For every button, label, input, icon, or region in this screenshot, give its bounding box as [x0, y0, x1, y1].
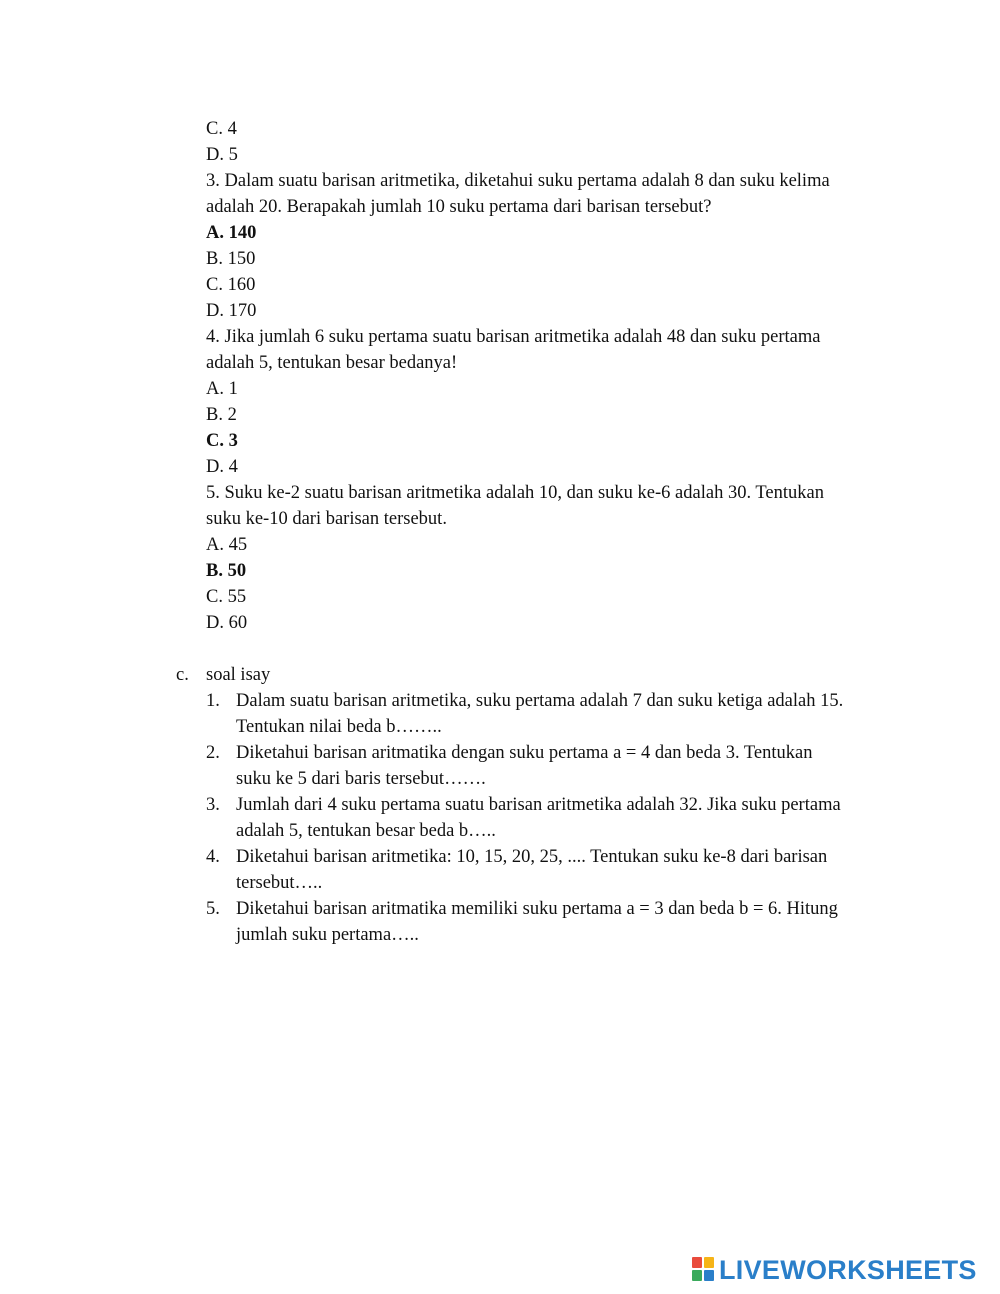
option-d: D. 5 [206, 145, 238, 165]
essay-item-text: Diketahui barisan aritmatika dengan suku pertama a = 4 dan beda 3. Tentukan [236, 743, 813, 763]
option-c: C. 4 [206, 119, 237, 139]
essay-item-text-cont: tersebut….. [236, 873, 323, 893]
logo-text: LIVEWORKSHEETS [719, 1255, 977, 1285]
question-4-option-b: B. 2 [206, 405, 237, 425]
question-5-option-b-answer: B. 50 [206, 561, 247, 581]
essay-item-number: 5. [206, 899, 220, 919]
question-4-text-cont: adalah 5, tentukan besar bedanya! [206, 353, 458, 373]
essay-item-number: 2. [206, 743, 220, 763]
liveworksheets-mark-icon [692, 1257, 716, 1283]
section-title: soal isay [206, 665, 271, 685]
logo-square [704, 1270, 714, 1281]
question-3-option-a-answer: A. 140 [206, 223, 257, 243]
essay-item-text: Diketahui barisan aritmetika: 10, 15, 20, 25, .... Tentukan suku ke-8 dari barisan [236, 847, 828, 867]
question-4-text: 4. Jika jumlah 6 suku pertama suatu barisan aritmetika adalah 48 dan suku pertama [206, 327, 821, 347]
essay-item-text: Jumlah dari 4 suku pertama suatu barisan aritmetika adalah 32. Jika suku pertama [236, 795, 841, 815]
question-5-text-cont: suku ke-10 dari barisan tersebut. [206, 509, 447, 529]
essay-item-number: 1. [206, 691, 220, 711]
essay-item-number: 3. [206, 795, 220, 815]
question-5-option-c: C. 55 [206, 587, 247, 607]
essay-item-text-cont: adalah 5, tentukan besar beda b….. [236, 821, 496, 841]
question-3-text: 3. Dalam suatu barisan aritmetika, diketahui suku pertama adalah 8 dan suku kelima [206, 171, 830, 191]
question-3-option-c: C. 160 [206, 275, 256, 295]
essay-item-text-cont: jumlah suku pertama….. [236, 925, 419, 945]
question-3-option-b: B. 150 [206, 249, 256, 269]
essay-item-text-cont: Tentukan nilai beda b…….. [236, 717, 442, 737]
essay-item-text-cont: suku ke 5 dari baris tersebut……. [236, 769, 486, 789]
essay-item-text: Dalam suatu barisan aritmetika, suku pertama adalah 7 dan suku ketiga adalah 15. [236, 691, 844, 711]
question-5-option-d: D. 60 [206, 613, 248, 633]
question-4-option-d: D. 4 [206, 457, 238, 477]
question-4-option-a: A. 1 [206, 379, 238, 399]
essay-item-text: Diketahui barisan aritmatika memiliki suku pertama a = 3 dan beda b = 6. Hitung [236, 899, 838, 919]
question-3-option-d: D. 170 [206, 301, 257, 321]
logo-square [692, 1270, 702, 1281]
liveworksheets-logo [692, 1255, 992, 1285]
question-3-text-cont: adalah 20. Berapakah jumlah 10 suku pertama dari barisan tersebut? [206, 197, 712, 217]
question-4-option-c-answer: C. 3 [206, 431, 238, 451]
question-5-text: 5. Suku ke-2 suatu barisan aritmetika adalah 10, dan suku ke-6 adalah 30. Tentukan [206, 483, 824, 503]
logo-square [692, 1257, 702, 1268]
logo-square [704, 1257, 714, 1268]
question-5-option-a: A. 45 [206, 535, 248, 555]
essay-item-number: 4. [206, 847, 220, 867]
section-marker: c. [176, 665, 189, 685]
